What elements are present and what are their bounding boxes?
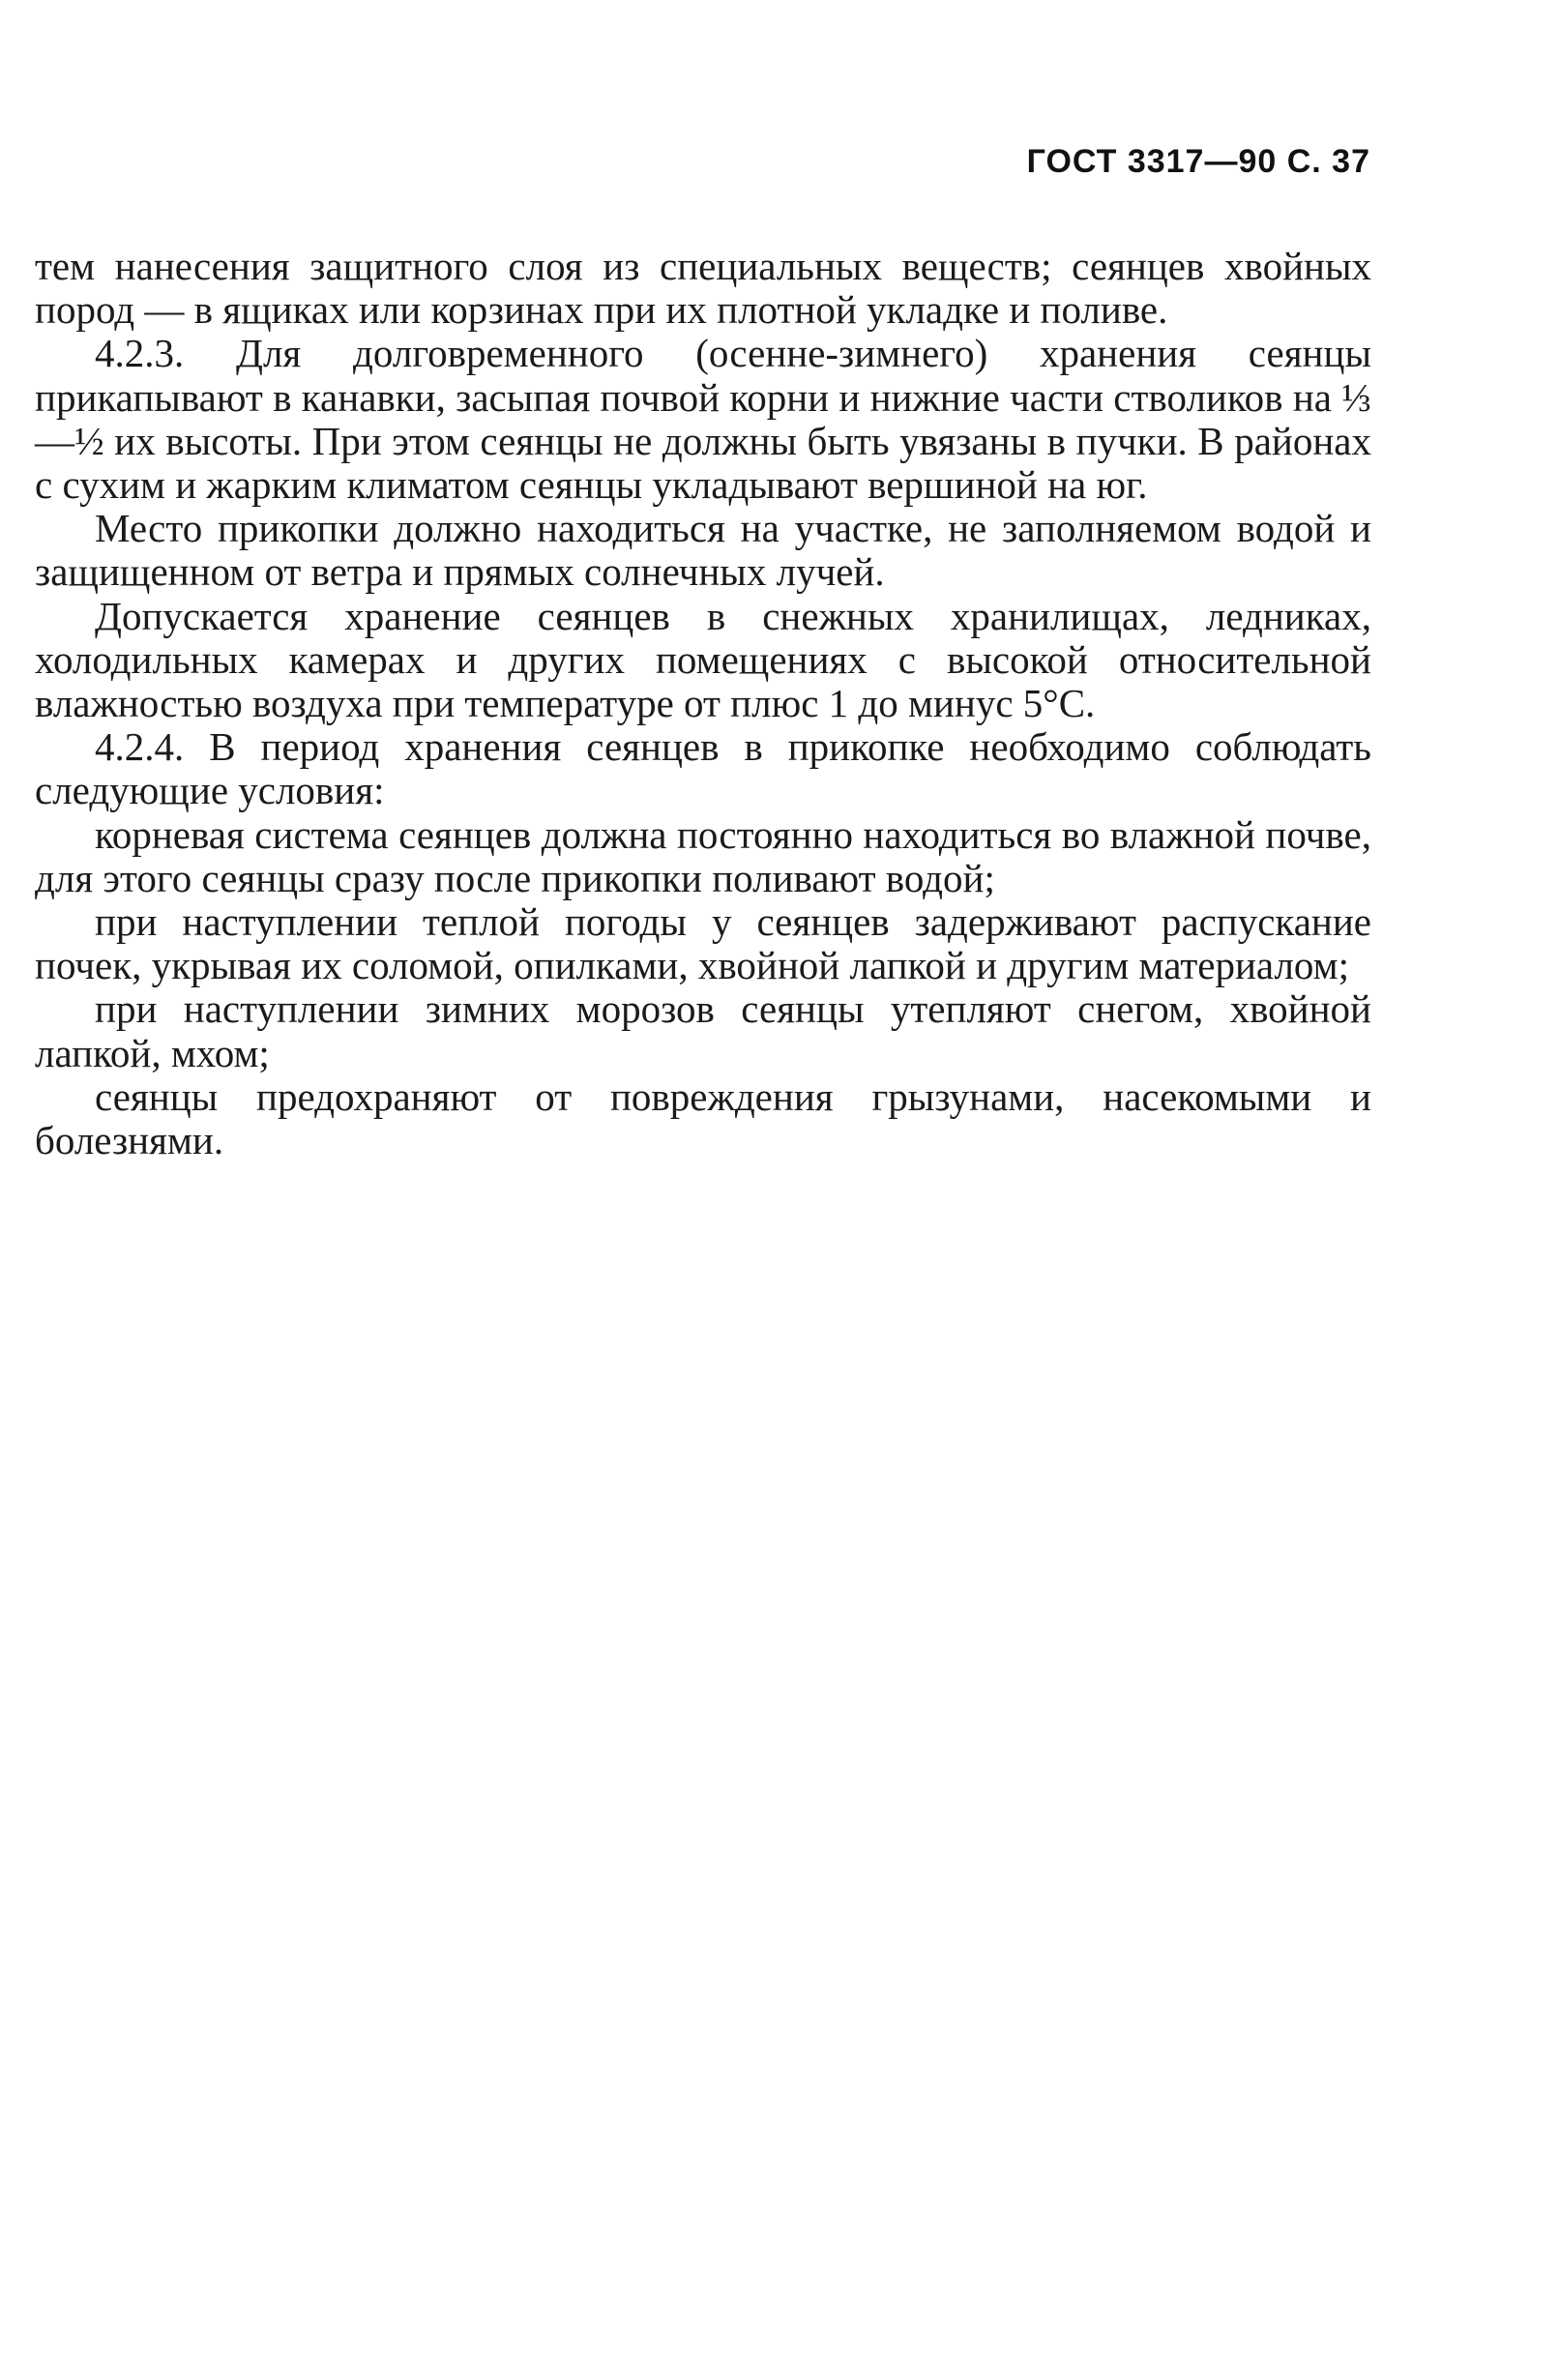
body-text — [35, 245, 1371, 1162]
condition-root-moisture: корневая система сеянцев должна постоянно находиться во влажной почве, для этого сеянцы сразу после прикопки поливают водой; — [35, 811, 1371, 900]
condition-warm-weather: при наступлении теплой погоды у сеянцев задерживают распускание почек, укрывая их соломой, опилками, хвойной лапкой и другим материалом; — [35, 899, 1371, 988]
paragraph-prikopka-location: Место прикопки должно находиться на участке, не заполняемом водой и защищенном от ветра и прямых солнечных лучей. — [35, 506, 1371, 595]
paragraph-storage-allowed: Допускается хранение сеянцев в снежных хранилищах, ледниках, холодильных камерах и других помещениях с высокой относительной влажностью воздуха при температуре от плюс 1 до минус 5°С. — [35, 593, 1371, 726]
condition-pest-protection: сеянцы предохраняют от повреждения грызунами, насекомыми и болезнями. — [35, 1073, 1371, 1163]
page-header: ГОСТ 3317—90 С. 37 — [1026, 143, 1370, 180]
paragraph-4-2-4: 4.2.4. В период хранения сеянцев в прикопке необходимо соблюдать следующие условия: — [35, 724, 1371, 813]
paragraph-4-2-3: 4.2.3. Для долговременного (осенне-зимнего) хранения сеянцы прикапывают в канавки, засыпая почвой корни и нижние части стволиков на ⅓—½ их высоты. При этом сеянцы не должны быть увязаны в пучки. В районах с сухим и жарким климатом сеянцы укладывают вершиной на юг. — [35, 331, 1371, 508]
paragraph-continuation: тем нанесения защитного слоя из специальных веществ; сеянцев хвойных пород — в ящиках или корзинах при их плотной укладке и поливе. — [35, 244, 1371, 333]
condition-winter-frost: при наступлении зимних морозов сеянцы утепляют снегом, хвойной лапкой, мхом; — [35, 986, 1371, 1075]
